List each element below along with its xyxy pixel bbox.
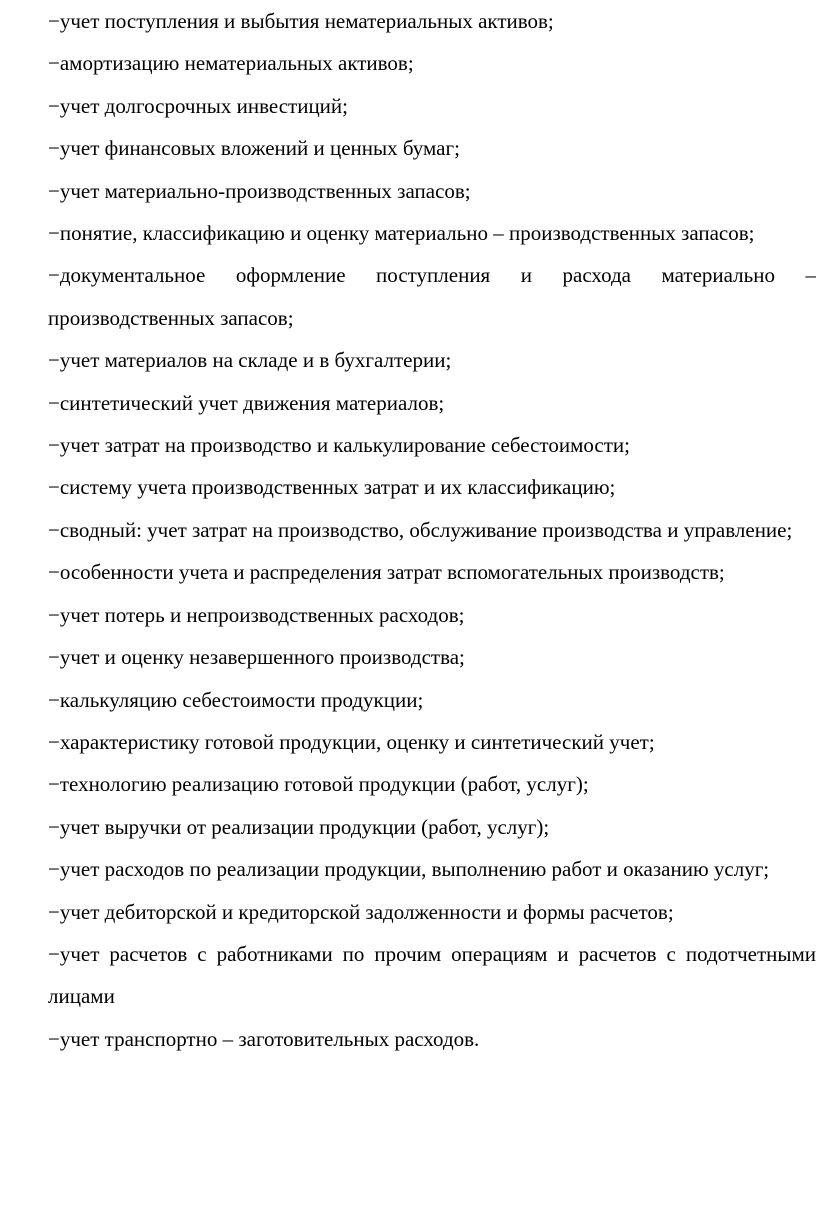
list-item: −синтетический учет движения материалов; — [48, 390, 445, 415]
list-item: −технологию реализацию готовой продукции (работ, услуг); — [48, 772, 589, 797]
list-item: −учет потерь и непроизводственных расходов; — [48, 602, 465, 627]
list-item: −амортизацию нематериальных активов; — [48, 51, 414, 76]
list-item: −учет расходов по реализации продукции, выполнению работ и оказанию услуг; — [48, 857, 770, 882]
list-item: −учет долгосрочных инвестиций; — [48, 93, 348, 118]
list-item: −учет дебиторской и кредиторской задолженности и формы расчетов; — [48, 899, 674, 924]
list-item: −характеристику готовой продукции, оценку и синтетический учет; — [48, 729, 655, 754]
list-item: −учет расчетов с работниками по прочим операциям и расчетов с подотчетными лицами — [48, 941, 816, 1009]
list-item: −учет выручки от реализации продукции (работ, услуг); — [48, 814, 550, 839]
document-page — [48, 0, 816, 1060]
list-item: −учет поступления и выбытия нематериальных активов; — [48, 9, 554, 33]
list-item: −учет транспортно – заготовительных расходов. — [48, 1026, 480, 1051]
list-item: −сводный: учет затрат на производство, обслуживание производства и управление; — [48, 517, 793, 542]
list-item: −учет материалов на складе и в бухгалтерии; — [48, 348, 452, 373]
list-item: −особенности учета и распределения затрат вспомогательных производств; — [48, 560, 725, 585]
list-item: −учет затрат на производство и калькулирование себестоимости; — [48, 433, 630, 458]
list-item: −калькуляцию себестоимости продукции; — [48, 687, 424, 712]
list-item: −учет и оценку незавершенного производства; — [48, 645, 465, 670]
list-item: −учет финансовых вложений и ценных бумаг; — [48, 136, 460, 161]
list-item: −документальное оформление поступления и расхода материально – производственных запасов; — [48, 263, 816, 330]
list-item: −учет материально-производственных запасов; — [48, 178, 471, 203]
list-item: −понятие, классификацию и оценку материально – производственных запасов; — [48, 221, 755, 246]
list-item: −систему учета производственных затрат и их классификацию; — [48, 475, 616, 500]
